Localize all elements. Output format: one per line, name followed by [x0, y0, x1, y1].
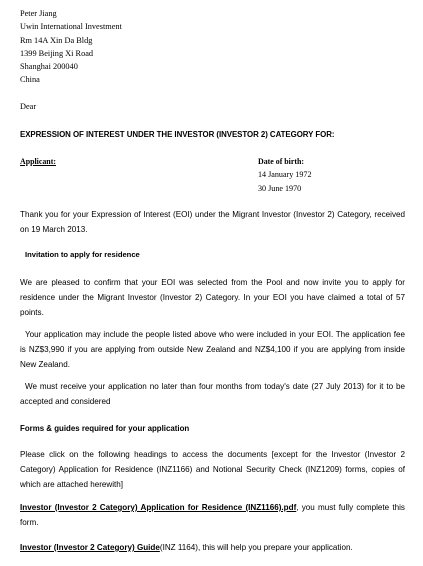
headings-paragraph: Please click on the following headings to access the documents [except for the Investor (Investor 2 Category) Application for Residence (INZ1166) and Notional Security Check (INZ1209) forms, copies of which are attached herewith] — [20, 450, 405, 489]
sender-name: Peter Jiang — [20, 9, 57, 18]
sender-address — [20, 7, 122, 87]
sender-street: 1399 Beijing Xi Road — [20, 48, 94, 58]
investor-guide-link[interactable]: Investor (Investor 2 Category) Guide — [20, 543, 160, 552]
fee-paragraph: Your application may include the people listed above who were included in your EOI. The application fee is NZ$3,990 if you are applying from outside New Zealand and NZ$4,100 if you are applying from inside New Zealand. — [20, 330, 405, 369]
applicant-label: Applicant: — [20, 157, 56, 166]
salutation: Dear — [20, 102, 37, 111]
guide-link-suffix: (INZ 1164), this will help you prepare your application. — [159, 543, 353, 552]
dob-label: Date of birth: — [258, 157, 305, 166]
dob-2: 30 June 1970 — [258, 184, 302, 193]
application-form-link[interactable]: Investor (Investor 2 Category) Application for Residence (INZ1166).pdf — [20, 503, 297, 512]
sender-company: Uwin International Investment — [20, 22, 122, 32]
sender-country: China — [20, 75, 40, 85]
pleased-paragraph: We are pleased to confirm that your EOI was selected from the Pool and now invite you to apply for residence under the Migrant Investor (Investor 2) Category. In your EOI you have claimed a total of 57 points. — [20, 278, 405, 317]
subject-line: EXPRESSION OF INTEREST UNDER THE INVESTOR (INVESTOR 2) CATEGORY FOR: — [20, 130, 335, 139]
form-link-suffix: , you must fully complete this form. — [20, 503, 405, 527]
invitation-heading: Invitation to apply for residence — [25, 250, 140, 259]
sender-room: Rm 14A Xin Da Bldg — [20, 35, 93, 45]
sender-city: Shanghai 200040 — [20, 62, 78, 72]
forms-heading: Forms & guides required for your application — [20, 424, 190, 433]
form-paragraph — [20, 501, 405, 531]
guide-paragraph — [20, 541, 405, 556]
dob-1: 14 January 1972 — [258, 170, 312, 179]
thanks-paragraph: Thank you for your Expression of Interest (EOI) under the Migrant Investor (Investor 2) Category, received on 19 March 2013. — [20, 210, 405, 234]
deadline-paragraph: We must receive your application no later than four months from today's date (27 July 2013) for it to be accepted and considered — [20, 382, 405, 406]
